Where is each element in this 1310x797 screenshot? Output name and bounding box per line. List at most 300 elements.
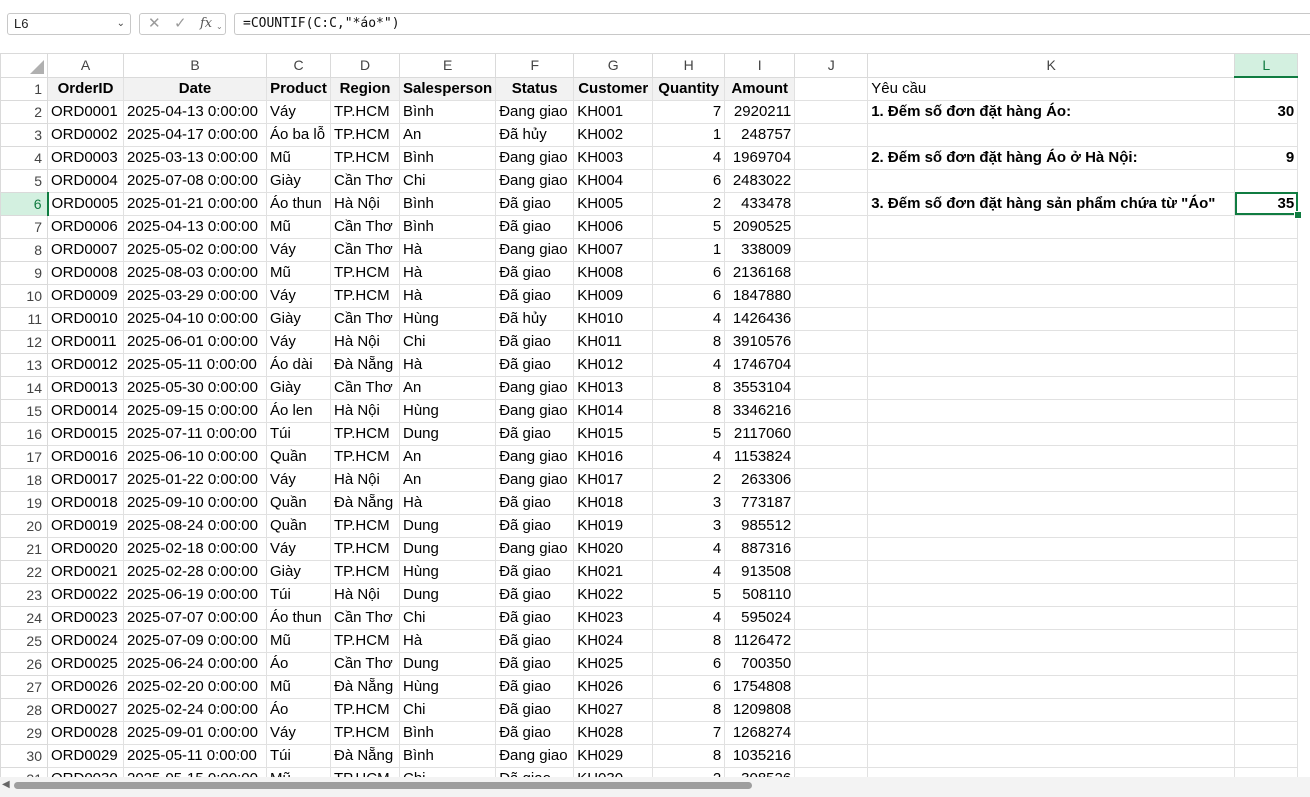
data-cell[interactable]: 6: [653, 284, 725, 307]
data-cell[interactable]: 2025-07-11 0:00:00: [124, 422, 267, 445]
empty-cell[interactable]: [868, 514, 1235, 537]
data-cell[interactable]: 3553104: [725, 376, 795, 399]
empty-cell[interactable]: [1235, 675, 1298, 698]
data-cell[interactable]: 2025-08-24 0:00:00: [124, 514, 267, 537]
data-cell[interactable]: 6: [653, 169, 725, 192]
data-cell[interactable]: Áo thun: [267, 606, 331, 629]
empty-cell[interactable]: [1235, 721, 1298, 744]
data-cell[interactable]: Đã giao: [496, 675, 574, 698]
data-cell[interactable]: Mũ: [267, 146, 331, 169]
data-cell[interactable]: KH028: [574, 721, 653, 744]
data-cell[interactable]: 2025-04-17 0:00:00: [124, 123, 267, 146]
data-cell[interactable]: Bình: [400, 721, 496, 744]
data-cell[interactable]: Đã giao: [496, 583, 574, 606]
requirement-result[interactable]: 9: [1235, 146, 1298, 169]
data-cell[interactable]: ORD0016: [48, 445, 124, 468]
data-cell[interactable]: ORD0023: [48, 606, 124, 629]
data-cell[interactable]: Đã giao: [496, 491, 574, 514]
empty-cell[interactable]: [795, 514, 868, 537]
data-cell[interactable]: 2025-07-08 0:00:00: [124, 169, 267, 192]
data-cell[interactable]: 2025-09-15 0:00:00: [124, 399, 267, 422]
data-cell[interactable]: 2025-06-19 0:00:00: [124, 583, 267, 606]
data-cell[interactable]: 8: [653, 629, 725, 652]
data-cell[interactable]: KH003: [574, 146, 653, 169]
data-cell[interactable]: KH023: [574, 606, 653, 629]
data-cell[interactable]: Quần: [267, 491, 331, 514]
empty-cell[interactable]: [795, 491, 868, 514]
data-cell[interactable]: 4: [653, 560, 725, 583]
data-cell[interactable]: Váy: [267, 100, 331, 123]
empty-cell[interactable]: [1235, 284, 1298, 307]
row-header-1[interactable]: 1: [1, 77, 48, 100]
data-cell[interactable]: Mũ: [267, 675, 331, 698]
enter-check-icon[interactable]: ✓: [174, 15, 187, 32]
empty-cell[interactable]: [795, 77, 868, 100]
data-cell[interactable]: TP.HCM: [331, 721, 400, 744]
row-header-27[interactable]: 27: [1, 675, 48, 698]
data-cell[interactable]: 2025-04-13 0:00:00: [124, 215, 267, 238]
data-cell[interactable]: Áo: [267, 652, 331, 675]
row-header-10[interactable]: 10: [1, 284, 48, 307]
data-cell[interactable]: KH024: [574, 629, 653, 652]
empty-cell[interactable]: [1235, 307, 1298, 330]
data-cell[interactable]: Hà: [400, 261, 496, 284]
data-cell[interactable]: 6: [653, 652, 725, 675]
data-cell[interactable]: 7: [653, 100, 725, 123]
data-cell[interactable]: 3: [653, 514, 725, 537]
empty-cell[interactable]: [795, 629, 868, 652]
data-cell[interactable]: 4: [653, 537, 725, 560]
data-cell[interactable]: Hà: [400, 491, 496, 514]
data-cell[interactable]: ORD0015: [48, 422, 124, 445]
empty-cell[interactable]: [1235, 399, 1298, 422]
data-cell[interactable]: Bình: [400, 744, 496, 767]
data-cell[interactable]: 4: [653, 307, 725, 330]
column-title[interactable]: OrderID: [48, 77, 124, 100]
empty-cell[interactable]: [868, 744, 1235, 767]
empty-cell[interactable]: [1235, 77, 1298, 100]
data-cell[interactable]: KH004: [574, 169, 653, 192]
empty-cell[interactable]: [868, 560, 1235, 583]
data-cell[interactable]: Đang giao: [496, 100, 574, 123]
data-cell[interactable]: 2025-02-24 0:00:00: [124, 698, 267, 721]
requirement-label[interactable]: 1. Đếm số đơn đặt hàng Áo:: [868, 100, 1235, 123]
data-cell[interactable]: KH017: [574, 468, 653, 491]
data-cell[interactable]: 508110: [725, 583, 795, 606]
chevron-down-icon[interactable]: ⌄: [116, 18, 125, 29]
data-cell[interactable]: Giày: [267, 307, 331, 330]
data-cell[interactable]: Đã giao: [496, 330, 574, 353]
data-cell[interactable]: ORD0026: [48, 675, 124, 698]
empty-cell[interactable]: [795, 284, 868, 307]
data-cell[interactable]: Đà Nẵng: [331, 491, 400, 514]
row-header-30[interactable]: 30: [1, 744, 48, 767]
data-cell[interactable]: ORD0025: [48, 652, 124, 675]
data-cell[interactable]: Bình: [400, 215, 496, 238]
data-cell[interactable]: Mũ: [267, 629, 331, 652]
data-cell[interactable]: Hùng: [400, 399, 496, 422]
empty-cell[interactable]: [868, 698, 1235, 721]
data-cell[interactable]: 2025-05-02 0:00:00: [124, 238, 267, 261]
row-header-21[interactable]: 21: [1, 537, 48, 560]
data-cell[interactable]: Hùng: [400, 560, 496, 583]
data-cell[interactable]: Áo: [267, 698, 331, 721]
data-cell[interactable]: KH010: [574, 307, 653, 330]
data-cell[interactable]: 1268274: [725, 721, 795, 744]
data-cell[interactable]: Đã giao: [496, 698, 574, 721]
empty-cell[interactable]: [795, 192, 868, 215]
data-cell[interactable]: Hà: [400, 238, 496, 261]
data-cell[interactable]: 2: [653, 192, 725, 215]
data-cell[interactable]: 887316: [725, 537, 795, 560]
empty-cell[interactable]: [868, 330, 1235, 353]
column-header-k[interactable]: K: [868, 54, 1235, 78]
empty-cell[interactable]: [1235, 169, 1298, 192]
row-header-14[interactable]: 14: [1, 376, 48, 399]
data-cell[interactable]: Đang giao: [496, 399, 574, 422]
empty-cell[interactable]: [795, 169, 868, 192]
empty-cell[interactable]: [868, 376, 1235, 399]
empty-cell[interactable]: [795, 652, 868, 675]
data-cell[interactable]: Váy: [267, 330, 331, 353]
data-cell[interactable]: Đã giao: [496, 192, 574, 215]
empty-cell[interactable]: [868, 583, 1235, 606]
column-title[interactable]: Date: [124, 77, 267, 100]
data-cell[interactable]: ORD0001: [48, 100, 124, 123]
data-cell[interactable]: 2025-02-18 0:00:00: [124, 537, 267, 560]
row-header-13[interactable]: 13: [1, 353, 48, 376]
empty-cell[interactable]: [868, 123, 1235, 146]
data-cell[interactable]: Quần: [267, 514, 331, 537]
data-cell[interactable]: KH027: [574, 698, 653, 721]
data-cell[interactable]: Cần Thơ: [331, 307, 400, 330]
data-cell[interactable]: Bình: [400, 146, 496, 169]
empty-cell[interactable]: [795, 468, 868, 491]
requirement-result[interactable]: 35: [1235, 192, 1298, 215]
row-header-18[interactable]: 18: [1, 468, 48, 491]
data-cell[interactable]: ORD0005: [48, 192, 124, 215]
data-cell[interactable]: 1426436: [725, 307, 795, 330]
data-cell[interactable]: 263306: [725, 468, 795, 491]
data-cell[interactable]: 4: [653, 606, 725, 629]
data-cell[interactable]: ORD0002: [48, 123, 124, 146]
data-cell[interactable]: Váy: [267, 468, 331, 491]
data-cell[interactable]: 1754808: [725, 675, 795, 698]
data-cell[interactable]: Áo len: [267, 399, 331, 422]
data-cell[interactable]: Đà Nẵng: [331, 675, 400, 698]
requirement-label[interactable]: Yêu cầu: [868, 77, 1235, 100]
data-cell[interactable]: ORD0022: [48, 583, 124, 606]
data-cell[interactable]: 773187: [725, 491, 795, 514]
column-header-b[interactable]: B: [124, 54, 267, 78]
data-cell[interactable]: ORD0008: [48, 261, 124, 284]
empty-cell[interactable]: [795, 100, 868, 123]
empty-cell[interactable]: [1235, 491, 1298, 514]
data-cell[interactable]: Hùng: [400, 675, 496, 698]
data-cell[interactable]: 2025-02-28 0:00:00: [124, 560, 267, 583]
column-title[interactable]: Status: [496, 77, 574, 100]
data-cell[interactable]: Đang giao: [496, 445, 574, 468]
data-cell[interactable]: Đã giao: [496, 422, 574, 445]
data-cell[interactable]: 2025-07-07 0:00:00: [124, 606, 267, 629]
data-cell[interactable]: Dung: [400, 514, 496, 537]
data-cell[interactable]: 4: [653, 353, 725, 376]
data-cell[interactable]: KH006: [574, 215, 653, 238]
empty-cell[interactable]: [1235, 537, 1298, 560]
data-cell[interactable]: ORD0007: [48, 238, 124, 261]
column-header-d[interactable]: D: [331, 54, 400, 78]
empty-cell[interactable]: [795, 675, 868, 698]
name-box[interactable]: [7, 13, 131, 35]
data-cell[interactable]: 5: [653, 215, 725, 238]
data-cell[interactable]: Cần Thơ: [331, 606, 400, 629]
empty-cell[interactable]: [795, 261, 868, 284]
row-header-6[interactable]: 6: [1, 192, 48, 215]
data-cell[interactable]: 2025-08-03 0:00:00: [124, 261, 267, 284]
data-cell[interactable]: Áo dài: [267, 353, 331, 376]
data-cell[interactable]: 2025-06-10 0:00:00: [124, 445, 267, 468]
empty-cell[interactable]: [1235, 698, 1298, 721]
data-cell[interactable]: KH026: [574, 675, 653, 698]
data-cell[interactable]: 338009: [725, 238, 795, 261]
empty-cell[interactable]: [868, 238, 1235, 261]
data-cell[interactable]: 2920211: [725, 100, 795, 123]
data-cell[interactable]: Đã giao: [496, 721, 574, 744]
data-cell[interactable]: 2025-09-10 0:00:00: [124, 491, 267, 514]
data-cell[interactable]: 4: [653, 146, 725, 169]
data-cell[interactable]: Cần Thơ: [331, 169, 400, 192]
empty-cell[interactable]: [868, 399, 1235, 422]
data-cell[interactable]: TP.HCM: [331, 560, 400, 583]
empty-cell[interactable]: [868, 675, 1235, 698]
data-cell[interactable]: Đang giao: [496, 376, 574, 399]
row-header-28[interactable]: 28: [1, 698, 48, 721]
data-cell[interactable]: Đang giao: [496, 537, 574, 560]
data-cell[interactable]: 1035216: [725, 744, 795, 767]
data-cell[interactable]: Dung: [400, 422, 496, 445]
insert-function-icon[interactable]: fx: [200, 16, 213, 31]
data-cell[interactable]: 2: [653, 468, 725, 491]
data-cell[interactable]: 1: [653, 238, 725, 261]
column-header-j[interactable]: J: [795, 54, 868, 78]
data-cell[interactable]: KH012: [574, 353, 653, 376]
empty-cell[interactable]: [1235, 606, 1298, 629]
row-header-7[interactable]: 7: [1, 215, 48, 238]
data-cell[interactable]: Dung: [400, 583, 496, 606]
empty-cell[interactable]: [795, 560, 868, 583]
empty-cell[interactable]: [1235, 468, 1298, 491]
data-cell[interactable]: KH016: [574, 445, 653, 468]
data-cell[interactable]: 2025-01-21 0:00:00: [124, 192, 267, 215]
empty-cell[interactable]: [868, 422, 1235, 445]
empty-cell[interactable]: [868, 629, 1235, 652]
data-cell[interactable]: Cần Thơ: [331, 376, 400, 399]
data-cell[interactable]: ORD0019: [48, 514, 124, 537]
data-cell[interactable]: Cần Thơ: [331, 215, 400, 238]
data-cell[interactable]: 2025-06-01 0:00:00: [124, 330, 267, 353]
data-cell[interactable]: Váy: [267, 721, 331, 744]
data-cell[interactable]: KH002: [574, 123, 653, 146]
column-header-h[interactable]: H: [653, 54, 725, 78]
data-cell[interactable]: 1: [653, 123, 725, 146]
data-cell[interactable]: Áo ba lỗ: [267, 123, 331, 146]
empty-cell[interactable]: [795, 537, 868, 560]
data-cell[interactable]: TP.HCM: [331, 629, 400, 652]
row-header-3[interactable]: 3: [1, 123, 48, 146]
empty-cell[interactable]: [795, 238, 868, 261]
data-cell[interactable]: 8: [653, 698, 725, 721]
empty-cell[interactable]: [795, 307, 868, 330]
select-all-corner[interactable]: [1, 54, 48, 78]
empty-cell[interactable]: [868, 169, 1235, 192]
data-cell[interactable]: 5: [653, 422, 725, 445]
data-cell[interactable]: KH019: [574, 514, 653, 537]
column-title[interactable]: Region: [331, 77, 400, 100]
empty-cell[interactable]: [868, 491, 1235, 514]
data-cell[interactable]: Giày: [267, 376, 331, 399]
data-cell[interactable]: Giày: [267, 169, 331, 192]
cancel-icon[interactable]: ✕: [148, 15, 161, 32]
column-title[interactable]: Product: [267, 77, 331, 100]
data-cell[interactable]: ORD0011: [48, 330, 124, 353]
empty-cell[interactable]: [795, 583, 868, 606]
row-header-16[interactable]: 16: [1, 422, 48, 445]
requirement-result[interactable]: 30: [1235, 100, 1298, 123]
data-cell[interactable]: Hà: [400, 353, 496, 376]
data-cell[interactable]: Cần Thơ: [331, 238, 400, 261]
data-cell[interactable]: ORD0013: [48, 376, 124, 399]
data-cell[interactable]: Chi: [400, 169, 496, 192]
row-header-23[interactable]: 23: [1, 583, 48, 606]
data-cell[interactable]: Hùng: [400, 307, 496, 330]
empty-cell[interactable]: [1235, 514, 1298, 537]
empty-cell[interactable]: [868, 652, 1235, 675]
data-cell[interactable]: Đã giao: [496, 652, 574, 675]
data-cell[interactable]: Hà Nội: [331, 583, 400, 606]
data-cell[interactable]: ORD0003: [48, 146, 124, 169]
empty-cell[interactable]: [795, 123, 868, 146]
data-cell[interactable]: ORD0012: [48, 353, 124, 376]
row-header-11[interactable]: 11: [1, 307, 48, 330]
empty-cell[interactable]: [1235, 215, 1298, 238]
data-cell[interactable]: KH014: [574, 399, 653, 422]
column-title[interactable]: Amount: [725, 77, 795, 100]
data-cell[interactable]: Váy: [267, 284, 331, 307]
data-cell[interactable]: Túi: [267, 422, 331, 445]
column-header-e[interactable]: E: [400, 54, 496, 78]
row-header-8[interactable]: 8: [1, 238, 48, 261]
scrollbar-thumb[interactable]: [14, 782, 752, 789]
data-cell[interactable]: Váy: [267, 238, 331, 261]
data-cell[interactable]: An: [400, 376, 496, 399]
empty-cell[interactable]: [795, 215, 868, 238]
data-cell[interactable]: ORD0006: [48, 215, 124, 238]
column-header-c[interactable]: C: [267, 54, 331, 78]
data-cell[interactable]: Đã giao: [496, 560, 574, 583]
data-cell[interactable]: Túi: [267, 744, 331, 767]
row-header-5[interactable]: 5: [1, 169, 48, 192]
data-cell[interactable]: 3910576: [725, 330, 795, 353]
data-cell[interactable]: Váy: [267, 537, 331, 560]
data-cell[interactable]: KH020: [574, 537, 653, 560]
data-cell[interactable]: Đã giao: [496, 606, 574, 629]
data-cell[interactable]: 6: [653, 675, 725, 698]
empty-cell[interactable]: [1235, 629, 1298, 652]
data-cell[interactable]: Hà Nội: [331, 468, 400, 491]
empty-cell[interactable]: [795, 721, 868, 744]
data-cell[interactable]: ORD0024: [48, 629, 124, 652]
data-cell[interactable]: Chi: [400, 698, 496, 721]
data-cell[interactable]: 1969704: [725, 146, 795, 169]
data-cell[interactable]: 3346216: [725, 399, 795, 422]
data-cell[interactable]: Đang giao: [496, 169, 574, 192]
data-cell[interactable]: 8: [653, 330, 725, 353]
empty-cell[interactable]: [1235, 261, 1298, 284]
data-cell[interactable]: Bình: [400, 192, 496, 215]
data-cell[interactable]: 1746704: [725, 353, 795, 376]
data-cell[interactable]: 7: [653, 721, 725, 744]
data-cell[interactable]: 2025-01-22 0:00:00: [124, 468, 267, 491]
data-cell[interactable]: 2025-09-01 0:00:00: [124, 721, 267, 744]
row-header-20[interactable]: 20: [1, 514, 48, 537]
data-cell[interactable]: 595024: [725, 606, 795, 629]
data-cell[interactable]: 3: [653, 491, 725, 514]
row-header-15[interactable]: 15: [1, 399, 48, 422]
data-cell[interactable]: Dung: [400, 652, 496, 675]
data-cell[interactable]: 1153824: [725, 445, 795, 468]
empty-cell[interactable]: [1235, 353, 1298, 376]
empty-cell[interactable]: [795, 445, 868, 468]
empty-cell[interactable]: [1235, 445, 1298, 468]
requirement-label[interactable]: 2. Đếm số đơn đặt hàng Áo ở Hà Nội:: [868, 146, 1235, 169]
empty-cell[interactable]: [1235, 376, 1298, 399]
empty-cell[interactable]: [1235, 652, 1298, 675]
data-cell[interactable]: 2025-03-29 0:00:00: [124, 284, 267, 307]
data-cell[interactable]: 433478: [725, 192, 795, 215]
empty-cell[interactable]: [1235, 422, 1298, 445]
data-cell[interactable]: 8: [653, 744, 725, 767]
data-cell[interactable]: 985512: [725, 514, 795, 537]
empty-cell[interactable]: [795, 330, 868, 353]
data-cell[interactable]: KH008: [574, 261, 653, 284]
data-cell[interactable]: KH022: [574, 583, 653, 606]
empty-cell[interactable]: [868, 307, 1235, 330]
data-cell[interactable]: Hà Nội: [331, 192, 400, 215]
data-cell[interactable]: TP.HCM: [331, 514, 400, 537]
data-cell[interactable]: Dung: [400, 537, 496, 560]
data-cell[interactable]: ORD0009: [48, 284, 124, 307]
data-cell[interactable]: Đã hủy: [496, 123, 574, 146]
empty-cell[interactable]: [868, 721, 1235, 744]
row-header-12[interactable]: 12: [1, 330, 48, 353]
data-cell[interactable]: KH007: [574, 238, 653, 261]
data-cell[interactable]: 2025-05-11 0:00:00: [124, 353, 267, 376]
data-cell[interactable]: TP.HCM: [331, 422, 400, 445]
data-cell[interactable]: ORD0018: [48, 491, 124, 514]
data-cell[interactable]: 700350: [725, 652, 795, 675]
data-cell[interactable]: TP.HCM: [331, 261, 400, 284]
scroll-left-icon[interactable]: ◀: [2, 779, 10, 790]
empty-cell[interactable]: [868, 284, 1235, 307]
data-cell[interactable]: KH013: [574, 376, 653, 399]
data-cell[interactable]: Đang giao: [496, 744, 574, 767]
column-header-f[interactable]: F: [496, 54, 574, 78]
data-cell[interactable]: Hà: [400, 629, 496, 652]
data-cell[interactable]: TP.HCM: [331, 123, 400, 146]
empty-cell[interactable]: [1235, 330, 1298, 353]
data-cell[interactable]: Đà Nẵng: [331, 744, 400, 767]
data-cell[interactable]: 2025-05-30 0:00:00: [124, 376, 267, 399]
